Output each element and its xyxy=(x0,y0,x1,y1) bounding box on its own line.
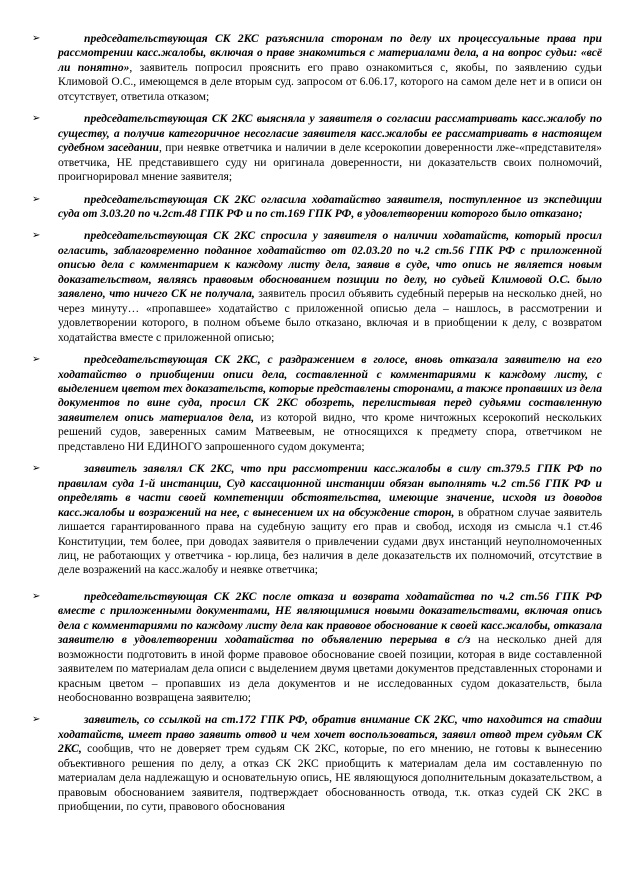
paragraph-3 xyxy=(32,192,602,222)
paragraph-emphasis: председательствующая СК 2КС огласила ходатайство заявителя, поступленное из экспедиции суда от 3.03.20 по ч.2ст.48 ГПК РФ и по ст.169 ГПК РФ, в удовлетворении которого было отказано; xyxy=(58,192,602,220)
arrow-bullet-icon: ➢ xyxy=(32,714,41,726)
paragraph-emphasis: председательствующая СК 2КС спросила у заявителя о наличии ходатайств, который просил огласить, заблаговременно поданное ходатайство от 02.03.20 по ч.2 ст.56 ГПК РФ с приложенной описью дела с комментарием к каждому листу дела, заявив в суде, что опись не является новым доказательством, являясь правовым обоснованием позиции по делу, но судьей Климовой О.С. было заявлено, что ничего СК не получала, xyxy=(58,229,602,301)
paragraph-7 xyxy=(32,589,602,706)
paragraph-text: заявитель просил объявить судебный перерыв на несколько дней, но через минуту… «пропавшее» ходатайство с приложенной описью дела – нашлось, в рассмотрении и удовлетворении которого, в полном объеме было отказано, включая и в приобщении к делу, с возвратом ходатайства вместе с приложенной описью; xyxy=(58,287,602,344)
paragraph-emphasis: заявитель, со ссылкой на ст.172 ГПК РФ, обратив внимание СК 2КС, что находится на стадии ходатайств, имеет право заявить отвод и чем хочет воспользоваться, заявил отвод трем судьям СК 2КС, xyxy=(58,713,602,756)
arrow-bullet-icon: ➢ xyxy=(32,33,41,44)
paragraph-text: в обратном случае заявитель лишается гарантированного права на судебную защиту его прав и свобод, исходя из смысла ч.1 ст.46 Конституции, тем более, при доводах заявителя о привлечении судами двух инстанций неуполномоченных лиц, не работающих у ответчика - юр.лица, без наличия в деле доказательств их полномочий, отсутствие в деле возражений на касс.жалобу и неявке ответчика; xyxy=(58,505,602,577)
paragraph-text: , при неявке ответчика и наличии в деле ксерокопии доверенности лже-«представителя» ответчика, НЕ представившего суду ни оригинала доверенности, ни доказательств своих полномочий, проигнорировал мнение заявителя; xyxy=(58,141,602,184)
paragraph-text: , заявитель попросил прояснить его право ознакомиться с, якобы, по заявлению судьи Климовой О.С., имеющемся в деле вторым суд. запросом от 6.06.17, которого на самом деле нет и в описи он отсутствует, ответила отказом; xyxy=(58,60,602,103)
paragraph-text: на несколько дней для возможности подготовить в иной форме правовое обоснование своей позиции, которая в виде составленной заявителем по материалам дела описи с выделением двумя цветами документов представленных сторонами и красным цветом – пропавших из дела документов и не исследованных судом доказательств, была необоснованно возвращена заявителю; xyxy=(58,633,602,705)
paragraph-emphasis: председательствующая СК 2КС разъяснила сторонам по делу их процессуальные права при рассмотрении касс.жалобы, включая о праве знакомиться с материалами дела, а на вопрос судьи: «всё ли понятно» xyxy=(58,32,602,74)
arrow-bullet-icon: ➢ xyxy=(32,463,41,475)
paragraph-5 xyxy=(32,353,602,454)
paragraph-4 xyxy=(32,229,602,345)
arrow-bullet-icon: ➢ xyxy=(32,354,41,366)
arrow-bullet-icon: ➢ xyxy=(32,230,41,242)
paragraph-text: из которой видно, что кроме ничтожных ксерокопий нескольких решений судов, заверенных самим Матвеевым, не относящихся к предмету спора, ответчиком не представлено НИ ЕДИНОГО запрошенного судом документа; xyxy=(58,410,602,453)
paragraph-1 xyxy=(32,32,602,104)
paragraph-emphasis: председательствующая СК 2КС после отказа и возврата ходатайства по ч.2 ст.56 ГПК РФ вместе с приложенными документами, НЕ являющимися новыми доказательствами, включая опись дела с комментариями по каждому листу дела как правовое обоснование к своей касс.жалобы, отказала заявителю в удовлетворении ходатайства по объявлению перерыва в с/з xyxy=(58,589,602,647)
paragraph-emphasis: заявитель заявлял СК 2КС, что при рассмотрении касс.жалобы в силу ст.379.5 ГПК РФ по правилам суда 1-й инстанции, Суд кассационной инстанции обязан выполнять ч.2 ст.56 ГПК РФ и определять в части своей компетенции обстоятельства, имеющие значение, исходя из доводов касс.жалобы и возражений на нее, с вынесением их на обсуждение сторон, xyxy=(58,462,602,519)
paragraph-emphasis: председательствующая СК 2КС выясняла у заявителя о согласии рассматривать касс.жалобу по существу, а получив категоричное несогласие заявителя касс.жалобы ее рассматривать в настоящем судебном заседании xyxy=(58,112,602,155)
paragraph-8 xyxy=(32,713,602,814)
arrow-bullet-icon: ➢ xyxy=(32,113,41,125)
arrow-bullet-icon: ➢ xyxy=(32,193,41,205)
paragraph-6 xyxy=(32,462,602,578)
paragraph-text: сообщив, что не доверяет трем судьям СК 2КС, которые, по его мнению, не готовы к вынесению объективного решения по делу, а отказ СК 2КС приобщить к материалам дела им составленную по материалам дела надлежащую и основательную опись, НЕ являющуюся дополнительным доказательством, а правовым обоснованием заявителя, подтверждает обоснованность отвода, т.к. отказ судей СК 2КС в приобщении, по сути, правового обоснования xyxy=(58,742,602,814)
paragraph-2 xyxy=(32,112,602,184)
document-page xyxy=(32,32,602,823)
paragraph-emphasis: председательствующая СК 2КС, с раздражением в голосе, вновь отказала заявителю на его ходатайство о приобщении описи дела, составленной с комментариями к каждому листу, с выделением цветом тех доказательств, которые представлены сторонами, а также пропавших из дела документов по вине суда, просил СК 2КС обозреть, перелистывая перед судьями составленную заявителем опись материалов дела, xyxy=(58,353,602,424)
arrow-bullet-icon: ➢ xyxy=(32,590,41,602)
